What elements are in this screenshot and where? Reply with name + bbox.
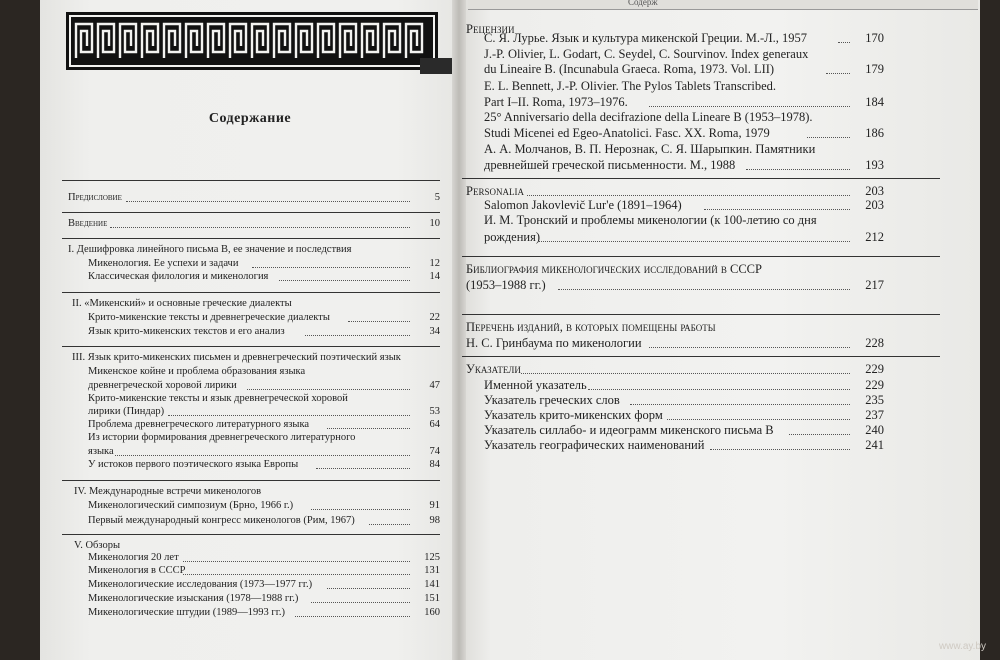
toc-entry: древнегреческой хоровой лирики [88,380,237,391]
toc-page-number: 217 [865,278,884,292]
toc-leader-dots [667,419,850,420]
toc-page-number: 228 [865,336,884,350]
toc-leader-dots [521,373,850,374]
toc-page-number: 170 [865,31,884,45]
toc-section-heading: Рецензии [466,22,515,36]
toc-entry: Personalia [466,184,524,198]
toc-leader-dots [348,321,410,322]
toc-page-number: 241 [865,438,884,452]
toc-leader-dots [316,468,410,469]
toc-entry: Указатели [466,362,521,376]
toc-page-number: 64 [429,419,440,430]
toc-page-number: 229 [865,362,884,376]
toc-entry: Именной указатель [484,378,587,392]
toc-page-number: 193 [865,158,884,172]
toc-page-number: 10 [429,218,440,229]
toc-entry: Микенское койне и проблема образования языка [88,366,306,377]
toc-page-number: 47 [429,380,440,391]
toc-page-number: 237 [865,408,884,422]
toc-page-number: 212 [865,230,884,244]
toc-page-number: 240 [865,423,884,437]
section-rule [462,314,940,315]
toc-entry: древнейшей греческой письменности. М., 1988 [484,158,736,172]
section-rule [62,238,440,239]
toc-section-heading: I. Дешифровка линейного письма B, ее значение и последствия [68,244,352,255]
toc-leader-dots [588,389,850,390]
toc-leader-dots [247,389,410,390]
section-rule [62,292,440,293]
toc-entry: А. А. Молчанов, В. П. Нерознак, С. Я. Шарыпкин. Памятники [484,142,816,156]
toc-entry: Part I–II. Roma, 1973–1976. [484,95,628,109]
toc-leader-dots [311,602,410,603]
toc-entry: Н. С. Гринбаума по микенологии [466,336,642,350]
toc-page-number: 91 [429,500,440,511]
toc-entry: Крито-микенские тексты и язык древнегреческой хоровой [88,393,348,404]
page-title: Содержание [208,111,292,126]
toc-entry: Указатель греческих слов [484,393,620,407]
toc-entry: Микенологический симпозиум (Брно, 1966 г.) [88,500,294,511]
section-rule [62,534,440,535]
toc-page-number: 125 [424,552,440,563]
section-rule [62,480,440,481]
toc-entry: (1953–1988 гг.) [466,278,546,292]
toc-entry: Библиография микенологических исследований в СССР [466,262,762,276]
watermark: www.ay.by [938,641,986,652]
toc-page-number: 141 [424,579,440,590]
toc-entry: Микенологические изыскания (1978—1988 гг.) [88,593,299,604]
toc-entry: Указатель крито-микенских форм [484,408,663,422]
section-rule [462,178,940,179]
section-rule [62,212,440,213]
section-rule [462,356,940,357]
toc-section-heading: IV. Международные встречи микенологов [74,486,262,497]
toc-leader-dots [369,524,410,525]
toc-page-number: 84 [429,459,440,470]
toc-entry: Предисловие [68,192,122,203]
top-rule [62,180,440,181]
toc-entry: С. Я. Лурье. Язык и культура микенской Греции. М.-Л., 1957 [484,31,808,45]
toc-entry: Микенология 20 лет [88,552,179,563]
toc-entry: Язык крито-микенских текстов и его анализ [88,326,285,337]
toc-leader-dots [826,73,850,74]
toc-page-number: 203 [865,198,884,212]
toc-entry: рождения) [484,230,541,244]
toc-page-number: 179 [865,62,884,76]
toc-leader-dots [789,434,850,435]
toc-leader-dots [649,106,850,107]
toc-entry: J.-P. Olivier, L. Godart, C. Seydel, C. Sourvinov. Index generaux [484,47,809,61]
toc-leader-dots [183,561,410,562]
toc-page-number: 160 [424,607,440,618]
toc-leader-dots [807,137,850,138]
toc-section-heading: V. Обзоры [74,540,121,551]
toc-leader-dots [311,509,410,510]
toc-page-number: 203 [865,184,884,198]
toc-leader-dots [110,227,410,228]
toc-entry: Классическая филология и микенология [88,271,269,282]
toc-entry: Микенология. Ее успехи и задачи [88,258,239,269]
toc-entry: Микенология в СССР [88,565,186,576]
toc-entry: Из истории формирования древнегреческого литературного [88,432,356,443]
toc-leader-dots [168,415,411,416]
toc-entry: Перечень изданий, в которых помещены работы [466,320,716,334]
toc-leader-dots [539,241,850,242]
toc-leader-dots [746,169,850,170]
toc-leader-dots [704,209,850,210]
toc-page-number: 98 [429,515,440,526]
toc-leader-dots [295,616,410,617]
toc-leader-dots [527,195,850,196]
toc-page-number: 131 [424,565,440,576]
toc-page-number: 53 [429,406,440,417]
toc-page-number: 22 [429,312,440,323]
section-rule [462,256,940,257]
toc-entry: Salomon Jakovlevič Lur'e (1891–1964) [484,198,682,212]
toc-entry: Микенологические исследования (1973—1977 гг.) [88,579,313,590]
toc-entry: E. L. Bennett, J.-P. Olivier. The Pylos Tablets Transcribed. [484,79,777,93]
toc-entry: 25° Anniversario della decifrazione della Lineare B (1953–1978). [484,110,813,124]
section-rule [62,346,440,347]
running-header-text: Содерж [628,0,658,7]
greek-key-ornament [66,12,438,70]
toc-leader-dots [327,428,411,429]
toc-entry: У истоков первого поэтического языка Европы [88,459,299,470]
right-running-header [468,0,978,10]
bleed-through [420,58,452,74]
toc-entry: Введение [68,218,108,229]
toc-page-number: 12 [429,258,440,269]
toc-section-heading: III. Язык крито-микенских письмен и древнегреческий поэтический язык [72,352,401,363]
toc-page-number: 5 [434,192,440,203]
toc-entry: du Lineaire B. (Incunabula Graeca. Roma, 1973. Vol. LII) [484,62,775,76]
toc-leader-dots [327,588,411,589]
book-gutter [452,0,466,660]
toc-entry: И. М. Тронский и проблемы микенологии (к 100-летию со дня [484,213,817,227]
toc-leader-dots [630,404,850,405]
toc-entry: Первый международный конгресс микенологов (Рим, 1967) [88,515,355,526]
toc-page-number: 235 [865,393,884,407]
toc-leader-dots [305,335,410,336]
toc-page-number: 34 [429,326,440,337]
toc-page-number: 186 [865,126,884,140]
toc-page-number: 14 [429,271,440,282]
toc-leader-dots [838,42,850,43]
toc-entry: Указатель силлабо- и идеограмм микенского письма B [484,423,774,437]
toc-entry: Крито-микенские тексты и древнегреческие диалекты [88,312,330,323]
toc-entry: Проблема древнегреческого литературного языка [88,419,310,430]
toc-leader-dots [126,201,410,202]
toc-entry: Указатель географических наименований [484,438,705,452]
toc-page-number: 184 [865,95,884,109]
toc-page-number: 229 [865,378,884,392]
toc-leader-dots [558,289,851,290]
toc-leader-dots [183,574,410,575]
toc-section-heading: II. «Микенский» и основные греческие диалекты [72,298,292,309]
toc-leader-dots [649,347,850,348]
toc-entry: лирики (Пиндар) [88,406,165,417]
toc-page-number: 151 [424,593,440,604]
toc-page-number: 74 [429,446,440,457]
toc-leader-dots [279,280,410,281]
toc-entry: языка [88,446,114,457]
toc-entry: Studi Micenei ed Egeo-Anatolici. Fasc. XX. Roma, 1979 [484,126,770,140]
toc-entry: Микенологические штудии (1989—1993 гг.) [88,607,285,618]
toc-leader-dots [252,267,410,268]
toc-leader-dots [115,455,411,456]
toc-leader-dots [710,449,850,450]
